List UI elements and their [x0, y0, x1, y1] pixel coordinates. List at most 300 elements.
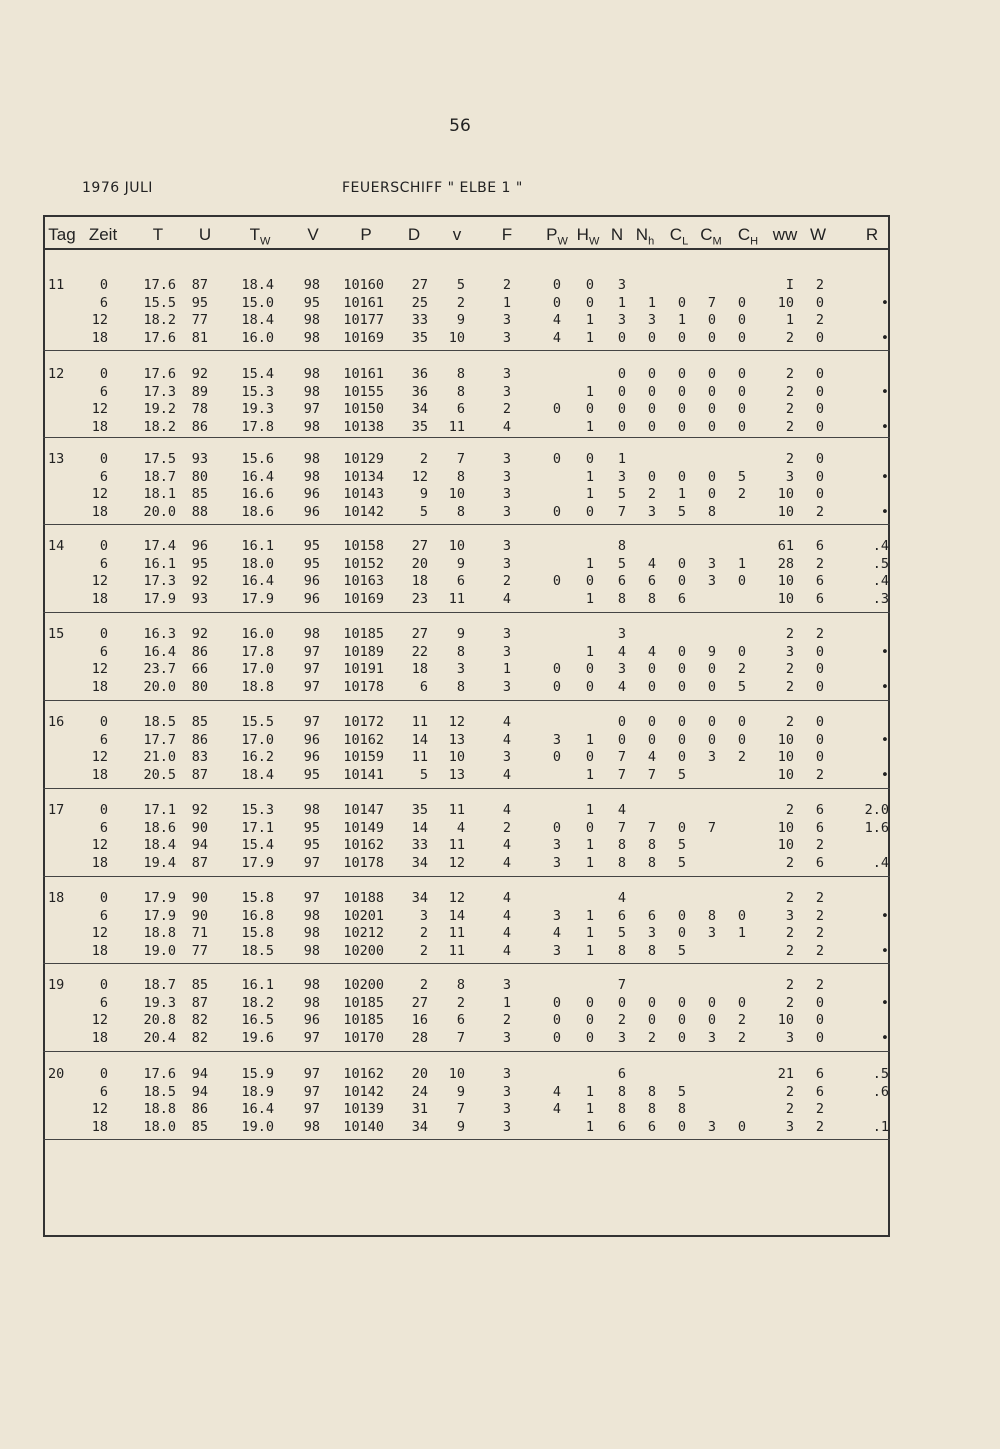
cell-u: 86 — [191, 731, 208, 748]
cell-t: 18.1 — [143, 486, 176, 502]
cell-vv: 9 — [456, 555, 465, 572]
cell-f: 3 — [502, 1029, 512, 1046]
cell-pw: 0 — [552, 503, 562, 520]
cell-ww: 2 — [785, 714, 794, 730]
cell-n: 2 — [617, 1012, 627, 1028]
cell-cm: 8 — [707, 503, 717, 520]
cell-f: 3 — [502, 1101, 512, 1117]
cell-vv: 6 — [456, 1012, 465, 1028]
column-header-d: D — [407, 225, 421, 244]
cell-vv: 11 — [448, 925, 465, 941]
cell-r: .4 — [872, 573, 889, 589]
cell-zeit: 12 — [91, 486, 108, 502]
day-number: 18 — [48, 890, 65, 906]
day-separator — [43, 1139, 890, 1140]
cell-tw: 17.8 — [241, 643, 274, 660]
cell-pw: 4 — [552, 1083, 562, 1100]
column-header-p: P — [360, 225, 372, 244]
cell-p: 10185 — [343, 994, 384, 1011]
column-header-cl: $C_L$ — [669, 225, 689, 248]
cell-u: 81 — [191, 329, 208, 346]
cell-nh: 0 — [647, 1012, 657, 1028]
cell-tw: 19.0 — [241, 1118, 274, 1135]
column-header-cm: $C_M$ — [700, 225, 722, 248]
cell-vv: 12 — [448, 890, 465, 906]
cell-zeit: 0 — [99, 451, 108, 467]
cell-cm: 8 — [707, 907, 717, 924]
cell-hw: 0 — [585, 678, 595, 695]
cell-nh: 4 — [647, 643, 657, 660]
cell-p: 10142 — [343, 1083, 384, 1100]
cell-v: 97 — [303, 714, 320, 730]
cell-ch: 1 — [737, 555, 747, 572]
cell-nh: 6 — [647, 573, 657, 589]
cell-zeit: 12 — [91, 401, 108, 417]
cell-f: 4 — [502, 418, 512, 435]
cell-w: 2 — [815, 555, 825, 572]
cell-tw: 18.9 — [241, 1083, 274, 1100]
cell-tw: 15.4 — [241, 366, 274, 382]
cell-f: 2 — [502, 819, 512, 836]
cell-n: 0 — [617, 401, 627, 417]
cell-d: 3 — [419, 907, 428, 924]
cell-v: 98 — [303, 468, 320, 485]
cell-cm: 0 — [707, 661, 717, 677]
cell-u: 87 — [191, 994, 208, 1011]
cell-vv: 10 — [448, 486, 465, 502]
cell-zeit: 12 — [91, 925, 108, 941]
cell-ww: 10 — [777, 590, 794, 607]
cell-tw: 16.1 — [241, 538, 274, 554]
cell-ch: 0 — [737, 418, 747, 435]
cell-d: 11 — [411, 714, 428, 730]
cell-v: 98 — [303, 994, 320, 1011]
cell-f: 4 — [502, 802, 512, 818]
cell-n: 6 — [617, 907, 627, 924]
cell-tw: 18.8 — [241, 678, 274, 695]
cell-tw: 16.2 — [241, 749, 274, 765]
cell-u: 94 — [191, 1066, 208, 1082]
cell-t: 18.2 — [143, 312, 176, 328]
cell-hw: 0 — [585, 819, 595, 836]
cell-r: .5 — [872, 555, 889, 572]
cell-vv: 9 — [456, 1118, 465, 1135]
day-number: 15 — [48, 626, 65, 642]
day-number: 16 — [48, 714, 65, 730]
cell-p: 10177 — [343, 312, 384, 328]
cell-d: 5 — [419, 766, 428, 783]
cell-vv: 2 — [456, 994, 465, 1011]
cell-ww: 2 — [785, 401, 794, 417]
cell-hw: 1 — [585, 555, 595, 572]
cell-w: 0 — [815, 329, 825, 346]
cell-hw: 1 — [585, 1083, 595, 1100]
cell-zeit: 12 — [91, 1012, 108, 1028]
cell-vv: 2 — [456, 294, 465, 311]
cell-f: 3 — [502, 486, 512, 502]
cell-ch: 0 — [737, 714, 747, 730]
cell-n: 3 — [617, 277, 627, 293]
cell-ww: 2 — [785, 890, 794, 906]
cell-r: .6 — [872, 1083, 889, 1100]
cell-nh: 2 — [647, 1029, 657, 1046]
column-header-row — [43, 215, 890, 250]
cell-v: 97 — [303, 678, 320, 695]
cell-p: 10139 — [343, 1101, 384, 1117]
cell-vv: 9 — [456, 626, 465, 642]
cell-ww: 2 — [785, 925, 794, 941]
cell-ch: 0 — [737, 312, 747, 328]
day-number: 12 — [48, 366, 65, 382]
page-number: 56 — [449, 116, 471, 136]
cell-n: 1 — [617, 451, 627, 467]
column-header-tw: $T_W$ — [249, 225, 271, 248]
cell-n: 7 — [617, 819, 627, 836]
cell-p: 10163 — [343, 573, 384, 589]
cell-n: 0 — [617, 731, 627, 748]
cell-cm: 0 — [707, 468, 717, 485]
cell-nh: 3 — [647, 925, 657, 941]
cell-pw: 3 — [552, 907, 562, 924]
cell-pw: 3 — [552, 942, 562, 959]
cell-u: 92 — [191, 802, 208, 818]
cell-u: 87 — [191, 766, 208, 783]
cell-t: 18.0 — [143, 1118, 176, 1135]
cell-ww: 10 — [777, 573, 794, 589]
cell-t: 19.2 — [143, 401, 176, 417]
cell-zeit: 18 — [91, 1029, 108, 1046]
column-header-tag: Tag — [48, 225, 76, 244]
cell-cm: 3 — [707, 749, 717, 765]
cell-zeit: 6 — [99, 555, 108, 572]
cell-ch: 2 — [737, 661, 747, 677]
cell-cl: 0 — [677, 329, 687, 346]
cell-d: 34 — [411, 854, 428, 871]
cell-pw: 4 — [552, 925, 562, 941]
cell-vv: 13 — [448, 731, 465, 748]
cell-u: 96 — [191, 538, 208, 554]
cell-v: 97 — [303, 1083, 320, 1100]
cell-n: 0 — [617, 383, 627, 400]
cell-hw: 0 — [585, 401, 595, 417]
cell-ch: 2 — [737, 486, 747, 502]
cell-cm: 3 — [707, 573, 717, 589]
cell-ww: 10 — [777, 731, 794, 748]
day-separator — [43, 524, 890, 525]
cell-f: 3 — [502, 678, 512, 695]
cell-p: 10191 — [343, 661, 384, 677]
cell-n: 5 — [617, 486, 627, 502]
cell-hw: 1 — [585, 643, 595, 660]
cell-tw: 18.5 — [241, 942, 274, 959]
cell-r: • — [880, 294, 889, 311]
cell-p: 10170 — [343, 1029, 384, 1046]
cell-d: 27 — [411, 626, 428, 642]
cell-cl: 0 — [677, 401, 687, 417]
cell-tw: 19.6 — [241, 1029, 274, 1046]
cell-v: 98 — [303, 925, 320, 941]
cell-tw: 15.8 — [241, 925, 274, 941]
day-separator — [43, 437, 890, 438]
cell-zeit: 6 — [99, 468, 108, 485]
cell-u: 95 — [191, 294, 208, 311]
cell-cl: 0 — [677, 907, 687, 924]
cell-f: 3 — [502, 1083, 512, 1100]
cell-p: 10150 — [343, 401, 384, 417]
cell-ch: 2 — [737, 1029, 747, 1046]
cell-cl: 0 — [677, 714, 687, 730]
cell-ch: 1 — [737, 925, 747, 941]
cell-nh: 0 — [647, 678, 657, 695]
cell-v: 98 — [303, 942, 320, 959]
cell-r: .4 — [872, 538, 889, 554]
cell-tw: 17.9 — [241, 590, 274, 607]
cell-t: 17.6 — [143, 329, 176, 346]
cell-f: 3 — [502, 538, 512, 554]
cell-w: 2 — [815, 766, 825, 783]
cell-hw: 1 — [585, 942, 595, 959]
cell-p: 10162 — [343, 837, 384, 853]
cell-hw: 1 — [585, 925, 595, 941]
cell-d: 12 — [411, 468, 428, 485]
cell-p: 10200 — [343, 942, 384, 959]
cell-zeit: 6 — [99, 907, 108, 924]
cell-cm: 3 — [707, 1118, 717, 1135]
cell-nh: 2 — [647, 486, 657, 502]
cell-nh: 7 — [647, 819, 657, 836]
cell-ww: 2 — [785, 1083, 794, 1100]
cell-v: 97 — [303, 890, 320, 906]
cell-t: 18.5 — [143, 714, 176, 730]
cell-t: 18.8 — [143, 1101, 176, 1117]
cell-ww: 10 — [777, 294, 794, 311]
cell-ww: 10 — [777, 819, 794, 836]
cell-cl: 5 — [677, 503, 687, 520]
cell-tw: 16.8 — [241, 907, 274, 924]
cell-hw: 0 — [585, 1029, 595, 1046]
cell-d: 20 — [411, 555, 428, 572]
cell-cm: 3 — [707, 925, 717, 941]
cell-vv: 13 — [448, 766, 465, 783]
cell-p: 10159 — [343, 749, 384, 765]
cell-d: 31 — [411, 1101, 428, 1117]
year-month-label: 1976 JULI — [82, 180, 153, 196]
cell-tw: 15.5 — [241, 714, 274, 730]
cell-u: 92 — [191, 366, 208, 382]
cell-n: 3 — [617, 468, 627, 485]
cell-p: 10143 — [343, 486, 384, 502]
cell-hw: 0 — [585, 277, 595, 293]
cell-n: 6 — [617, 1118, 627, 1135]
cell-nh: 0 — [647, 714, 657, 730]
cell-w: 2 — [815, 626, 825, 642]
cell-pw: 0 — [552, 294, 562, 311]
cell-hw: 0 — [585, 994, 595, 1011]
cell-p: 10200 — [343, 977, 384, 993]
cell-d: 14 — [411, 819, 428, 836]
column-header-v: V — [307, 225, 319, 244]
cell-u: 88 — [191, 503, 208, 520]
cell-hw: 1 — [585, 766, 595, 783]
cell-cl: 5 — [677, 942, 687, 959]
cell-cm: 3 — [707, 555, 717, 572]
cell-zeit: 0 — [99, 538, 108, 554]
cell-f: 3 — [502, 749, 512, 765]
cell-vv: 14 — [448, 907, 465, 924]
cell-ch: 0 — [737, 1118, 747, 1135]
cell-p: 10161 — [343, 294, 384, 311]
cell-nh: 7 — [647, 766, 657, 783]
cell-u: 85 — [191, 714, 208, 730]
cell-cl: 5 — [677, 854, 687, 871]
cell-vv: 11 — [448, 418, 465, 435]
column-header-pw: $P_W$ — [546, 225, 568, 248]
cell-u: 71 — [191, 925, 208, 941]
cell-ch: 5 — [737, 468, 747, 485]
cell-v: 96 — [303, 573, 320, 589]
cell-r: 1.6 — [864, 819, 889, 836]
cell-r: • — [880, 1029, 889, 1046]
cell-n: 8 — [617, 854, 627, 871]
cell-ch: 0 — [737, 573, 747, 589]
cell-n: 0 — [617, 418, 627, 435]
cell-w: 0 — [815, 468, 825, 485]
cell-zeit: 12 — [91, 661, 108, 677]
cell-u: 93 — [191, 590, 208, 607]
cell-ww: 2 — [785, 854, 794, 871]
cell-v: 96 — [303, 1012, 320, 1028]
cell-n: 3 — [617, 1029, 627, 1046]
cell-r: • — [880, 643, 889, 660]
cell-w: 2 — [815, 503, 825, 520]
cell-f: 4 — [502, 925, 512, 941]
cell-d: 18 — [411, 573, 428, 589]
cell-cm: 0 — [707, 1012, 717, 1028]
cell-cm: 0 — [707, 418, 717, 435]
cell-d: 33 — [411, 837, 428, 853]
cell-w: 2 — [815, 837, 825, 853]
cell-n: 5 — [617, 555, 627, 572]
cell-p: 10152 — [343, 555, 384, 572]
cell-r: .4 — [872, 854, 889, 871]
cell-w: 0 — [815, 994, 825, 1011]
cell-pw: 0 — [552, 1029, 562, 1046]
cell-u: 83 — [191, 749, 208, 765]
cell-zeit: 6 — [99, 994, 108, 1011]
cell-hw: 1 — [585, 731, 595, 748]
cell-t: 18.2 — [143, 418, 176, 435]
cell-cl: 0 — [677, 925, 687, 941]
cell-ch: 0 — [737, 366, 747, 382]
cell-t: 20.0 — [143, 503, 176, 520]
cell-ch: 5 — [737, 678, 747, 695]
cell-cl: 0 — [677, 366, 687, 382]
cell-nh: 0 — [647, 401, 657, 417]
cell-hw: 1 — [585, 468, 595, 485]
cell-hw: 0 — [585, 1012, 595, 1028]
column-header-u: U — [198, 225, 212, 244]
cell-pw: 4 — [552, 1101, 562, 1117]
cell-p: 10162 — [343, 1066, 384, 1082]
cell-cl: 0 — [677, 573, 687, 589]
cell-v: 96 — [303, 486, 320, 502]
day-number: 13 — [48, 451, 65, 467]
cell-u: 90 — [191, 819, 208, 836]
cell-ww: 10 — [777, 1012, 794, 1028]
cell-n: 1 — [617, 294, 627, 311]
cell-zeit: 18 — [91, 678, 108, 695]
cell-d: 27 — [411, 277, 428, 293]
cell-zeit: 0 — [99, 977, 108, 993]
cell-hw: 1 — [585, 418, 595, 435]
cell-f: 4 — [502, 854, 512, 871]
cell-nh: 6 — [647, 1118, 657, 1135]
cell-v: 98 — [303, 329, 320, 346]
cell-t: 21.0 — [143, 749, 176, 765]
cell-nh: 8 — [647, 590, 657, 607]
cell-vv: 7 — [456, 1029, 465, 1046]
cell-v: 98 — [303, 312, 320, 328]
cell-zeit: 18 — [91, 503, 108, 520]
cell-n: 4 — [617, 643, 627, 660]
cell-v: 98 — [303, 626, 320, 642]
cell-f: 4 — [502, 907, 512, 924]
cell-f: 3 — [502, 383, 512, 400]
cell-n: 6 — [617, 573, 627, 589]
cell-f: 4 — [502, 590, 512, 607]
cell-w: 6 — [815, 854, 825, 871]
cell-cm: 7 — [707, 294, 717, 311]
cell-cm: 0 — [707, 678, 717, 695]
cell-nh: 0 — [647, 661, 657, 677]
cell-u: 86 — [191, 643, 208, 660]
cell-ww: 2 — [785, 994, 794, 1011]
cell-v: 96 — [303, 503, 320, 520]
cell-cl: 6 — [677, 590, 687, 607]
cell-cm: 3 — [707, 1029, 717, 1046]
cell-ww: 2 — [785, 383, 794, 400]
cell-f: 2 — [502, 573, 512, 589]
cell-ch: 0 — [737, 643, 747, 660]
day-number: 11 — [48, 277, 65, 293]
cell-d: 2 — [419, 977, 428, 993]
cell-cl: 0 — [677, 1029, 687, 1046]
cell-f: 1 — [502, 294, 512, 311]
cell-pw: 0 — [552, 401, 562, 417]
cell-v: 98 — [303, 907, 320, 924]
cell-tw: 19.3 — [241, 401, 274, 417]
cell-f: 1 — [502, 994, 512, 1011]
cell-pw: 0 — [552, 1012, 562, 1028]
cell-t: 20.4 — [143, 1029, 176, 1046]
cell-pw: 3 — [552, 854, 562, 871]
cell-vv: 8 — [456, 503, 465, 520]
cell-ww: 2 — [785, 329, 794, 346]
cell-vv: 10 — [448, 1066, 465, 1082]
cell-d: 35 — [411, 418, 428, 435]
cell-u: 80 — [191, 678, 208, 695]
cell-d: 20 — [411, 1066, 428, 1082]
cell-t: 17.6 — [143, 1066, 176, 1082]
cell-hw: 1 — [585, 383, 595, 400]
cell-vv: 11 — [448, 802, 465, 818]
cell-hw: 0 — [585, 503, 595, 520]
cell-tw: 18.4 — [241, 277, 274, 293]
cell-pw: 0 — [552, 277, 562, 293]
column-header-zeit: Zeit — [88, 225, 118, 244]
cell-cl: 0 — [677, 819, 687, 836]
cell-hw: 0 — [585, 573, 595, 589]
